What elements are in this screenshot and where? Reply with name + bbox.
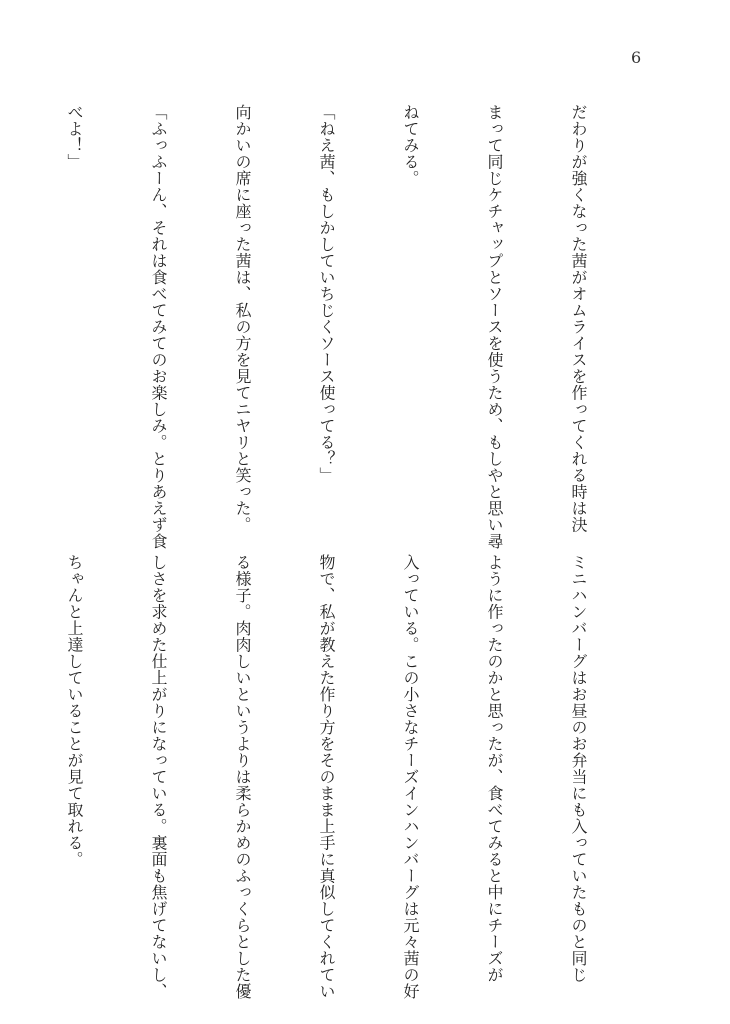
text-line: ねてみる。 — [401, 104, 420, 187]
text-line: ように作ったのかと思ったが、食べてみると中にチーズが — [485, 554, 504, 983]
text-line: だわりが強くなった茜がオムライスを作ってくれる時は決 — [569, 104, 588, 533]
text-line: 入っている。この小さなチーズインハンバーグは元々茜の好 — [401, 554, 420, 1000]
text-line: る様子。肉肉しいというよりは柔らかめのふっくらとした優 — [233, 554, 252, 1000]
text-line: ミニハンバーグはお昼のお弁当にも入っていたものと同じ — [569, 554, 588, 983]
text-line — [0, 554, 4, 968]
text-line: 「ねえ茜、もしかしていちじくソース使ってる？」 — [317, 104, 336, 484]
text-line: しさを求めた仕上がりになっている。裏面も焦げてないし、 — [149, 554, 168, 1000]
upper-text-block — [65, 104, 648, 550]
lower-text-block — [65, 554, 648, 1000]
text-line: べよ！」 — [65, 104, 84, 170]
text-line: 向かいの席に座った茜は、私の方を見てニヤリと笑った。 — [233, 104, 252, 533]
page-number: 6 — [631, 48, 642, 67]
text-line: まって同じケチャップとソースを使うため、もしやと思い尋 — [485, 104, 504, 550]
text-line: 「ふっふーん、それは食べてみてのお楽しみ。とりあえず食 — [149, 104, 168, 550]
text-line: 物で、私が教えた作り方をそのまま上手に真似してくれてい — [317, 554, 336, 1000]
text-line: ちゃんと上達していることが見て取れる。 — [65, 554, 84, 868]
text-line — [0, 104, 4, 534]
